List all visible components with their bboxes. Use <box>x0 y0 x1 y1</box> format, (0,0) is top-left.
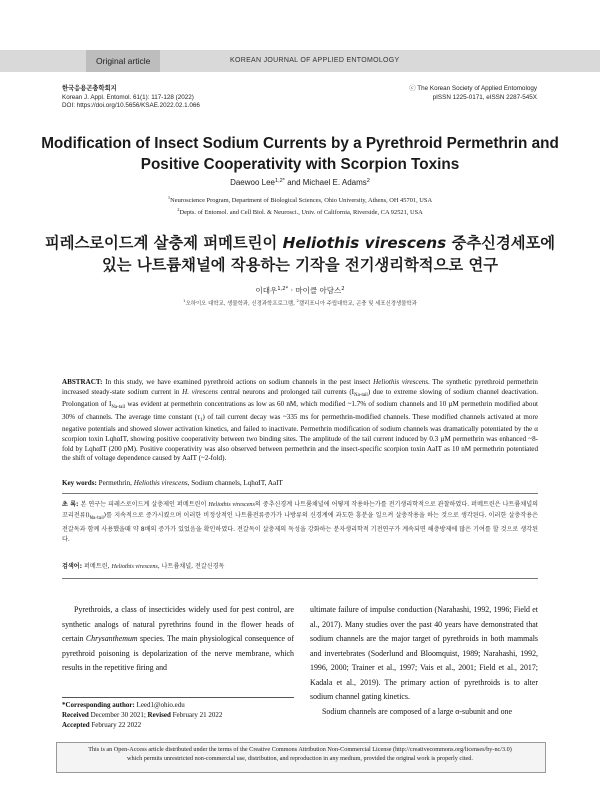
email-link[interactable]: Leed1@ohio.edu <box>136 701 185 709</box>
abstract-ko-species: Heliothis virescens <box>208 502 255 508</box>
keywords-ko-text: , 나트륨채널, 전갈신경독 <box>157 563 225 570</box>
keywords-ko-text: 퍼메트린, <box>82 563 112 570</box>
affil-2-num: 2 <box>177 207 180 212</box>
abstract-ko-label: 초 록: <box>62 501 79 508</box>
body-column-right <box>310 603 538 719</box>
journal-title-ko: 한국응용곤충학회지 <box>62 85 117 92</box>
correspondence-label: *Corresponding author: <box>62 701 135 709</box>
abstract-en <box>62 378 538 464</box>
affil-2-text: Depts. of Entomol. and Cell Biol. & Neurosci., Univ. of California, Riverside, CA 92521, USA <box>179 209 423 216</box>
affiliations-ko <box>40 298 560 307</box>
accepted-label: Accepted <box>62 721 90 730</box>
author-2-affil: 2 <box>366 178 370 184</box>
abstract-label: ABSTRACT: <box>62 378 103 386</box>
abstract-ko-subscript: Na-tail <box>89 515 104 521</box>
affiliations-en <box>40 193 560 217</box>
author-2-ko: · 마이클 아담스 <box>288 286 342 295</box>
license-line-2: which permits unrestricted non-commercial use, distribution, and reproduction in any medium, provided the original work is properly cited. <box>127 755 473 762</box>
abstract-ko-text: 의 중추신경계 나트륨채널에 어떻게 작용하는가를 전기생리학적으로 관찰하였다. 퍼메트린은 나트륨채널의 꼬리전류(I <box>62 501 538 519</box>
received-label: Received <box>62 711 89 720</box>
abstract-text: . The synthetic pyrethroid permethrin increased steady-state sodium current in <box>62 378 538 396</box>
divider <box>62 493 538 494</box>
footnote-divider <box>62 697 294 698</box>
abstract-ko-text: )를 지속적으로 증가시켰으며 이러한 비정상적인 나트륨전류증가가 나방류의 신경계에 과도한 흥분을 일으켜 살충작용을 하는 것으로 생각된다. 이러한 살충작용은 전갈독과 함께 사용했을때 약 8배의 증가가 있었음을 확인하였다. 전갈독이 살충제의 독성을 강화하는 분자생리학적 기전연구가 계속되면 해충방제에 많은 기여를 할 것으로 생각된다. <box>62 511 538 544</box>
keywords-ko-species: Heliothis virescens <box>111 564 158 570</box>
abstract-subscript: Na-tail <box>354 392 368 398</box>
affil-ko-2-num: 2 <box>296 298 299 303</box>
abstract-ko-text: 본 연구는 피레스로이드계 살충제인 퍼메트린이 <box>78 501 209 508</box>
issn-block <box>409 85 537 102</box>
body-text: species. The main physiological consequence of pyrethroid poisoning is depolarization of the nerve membrane, which results in the repetitive firing and <box>62 634 294 672</box>
accepted-line <box>62 720 222 730</box>
paper-title-en: Modification of Insect Sodium Currents by a Pyrethroid Permethrin and Positive Cooperativity with Scorpion Toxins <box>41 135 559 173</box>
keywords-ko <box>62 561 538 570</box>
abstract-text: In this study, we have examined pyrethroid actions on sodium channels in the pest insect <box>102 378 374 386</box>
author-1-ko-affil: 1,2 <box>277 286 286 292</box>
journal-name: KOREAN JOURNAL OF APPLIED ENTOMOLOGY <box>230 57 400 64</box>
corresponding-mark-ko: * <box>285 286 289 292</box>
received-date: December 30 2021; <box>90 711 146 720</box>
affil-ko-1-text: 오하이오 대학교, 생물학과, 신경과학프로그램, <box>185 301 297 307</box>
abstract-text: ) of tail current decay was ~335 ms for permethrin-modified channels. These modified channels activated at more negative potentials and showed slower activation kinetics, and failed to inactivate. Permethrin modification of sodium channels was dramatically potentiated by the α scorpion toxin LqhαIT, showing positive cooperativity between two binding sites. The amplitude of the tail current induced by 0.3 µM permethrin was enhanced ~8-fold by LqhαIT (200 pM). Positive cooperativity was also observed between permethrin and the insect-specific scorpion toxin AaIT as 10 nM permethrin potentiated the shift of voltage dependence caused by AaIT (~2-fold). <box>62 412 538 463</box>
license-line-1: This is an Open-Access article distributed under the terms of the Creative Commons Attribution Non-Commercial License (http://creativecommons.org/licenses/by-nc/3.0) <box>88 746 512 753</box>
author-1-ko: 이대우 <box>255 286 278 295</box>
keywords-text: Permethrin, <box>96 479 134 487</box>
body-species: Chrysanthemum <box>85 634 138 643</box>
doi-link[interactable]: DOI: https://doi.org/10.5656/KSAE.2022.02.1.066 <box>62 102 200 110</box>
title-ko-part2: 중추신경세포에 있는 나트륨채널에 작용하는 기작을 전기생리학적으로 연구 <box>101 234 556 274</box>
keywords-text: , Sodium channels, LqhαIT, AaIT <box>187 479 283 487</box>
keywords-en <box>62 479 538 489</box>
abstract-text: ) due to extreme slowing of sodium channel deactivation. Prolongation of I <box>62 387 538 409</box>
article-type-tab: Original article <box>86 50 160 72</box>
license-text <box>60 745 540 763</box>
correspondence-line <box>62 700 222 710</box>
affil-ko-1-num: 1 <box>183 298 186 303</box>
affiliation-2 <box>40 205 560 217</box>
affil-1-text: Neuroscience Program, Department of Biological Sciences, Ohio University, Athens, OH 45701, USA <box>170 197 433 204</box>
corresponding-mark: * <box>282 178 285 184</box>
citation-block <box>62 85 200 111</box>
author-2: and Michael E. Adams <box>284 178 367 187</box>
paper-title-ko <box>40 232 560 276</box>
body-text: Pyrethroids, a class of insecticides widely used for pest control, are synthetic analogs of natural pyrethrins found in the flower heads of certain <box>62 605 294 643</box>
affil-1-num: 1 <box>167 195 171 200</box>
affiliation-1 <box>40 193 560 205</box>
author-1: Daewoo Lee <box>230 178 275 187</box>
abstract-subscript: Na-tail <box>111 405 126 411</box>
keywords-species: Heliothis virescens <box>133 479 188 487</box>
abstract-subscript: 1 <box>199 417 203 423</box>
title-ko-part1: 피레스로이드계 살충제 퍼메트린이 <box>44 234 283 252</box>
authors-en <box>40 178 560 187</box>
abstract-text: was evident at permethrin concentrations as low as 60 nM, which modified ~1.7% of sodium channels and 10 µM permethrin modified about 30% of channels. The average time constant (τ <box>62 400 538 421</box>
body-paragraph: Sodium channels are composed of a large α-subunit and one <box>322 706 513 716</box>
abstract-species: H. virescens <box>182 387 218 396</box>
title-ko-species: Heliothis virescens <box>282 234 447 252</box>
abstract-text: central neurons and prolonged tail currents (I <box>217 387 355 396</box>
keywords-ko-label: 검색어: <box>62 563 83 570</box>
affil-ko-2-text: 캘리포니아 주립대학교, 곤충 및 세포신경생물학과 <box>298 301 417 307</box>
revised-date: February 21 2022 <box>172 711 223 720</box>
accepted-date: February 22 2022 <box>91 721 142 730</box>
abstract-ko <box>62 500 538 546</box>
abstract-species: Heliothis virescens <box>373 378 429 386</box>
received-line <box>62 710 222 720</box>
body-column-left <box>62 603 294 676</box>
copyright-line: ⓒ The Korean Society of Applied Entomology <box>409 85 537 92</box>
author-2-ko-affil: 2 <box>341 286 345 292</box>
issn-line: pISSN 1225-0171, eISSN 2287-545X <box>432 93 537 101</box>
body-paragraph: ultimate failure of impulse conduction (Narahashi, 1992, 1996; Field et al., 2017). Many studies over the past 40 years have demonstrated that sodium channels are the major target of pyrethroids in both mammals and invertebrates (Soderlund and Bloomquist, 1989; Narahashi, 1992, 1996, 2000; Trainer et al., 1997; Vais et al., 2001; Field et al., 2017; Kadala et al., 2019). The primary action of pyrethroids is to alter sodium channel gating kinetics. <box>310 605 538 701</box>
revised-label: Revised <box>147 711 171 720</box>
authors-ko <box>40 285 560 296</box>
citation-line: Korean J. Appl. Entomol. 61(1): 117-128 (2022) <box>62 93 194 101</box>
keywords-label: Key words: <box>62 479 97 487</box>
author-1-affil: 1,2 <box>275 178 283 184</box>
divider <box>62 578 538 579</box>
correspondence-block <box>62 700 222 731</box>
